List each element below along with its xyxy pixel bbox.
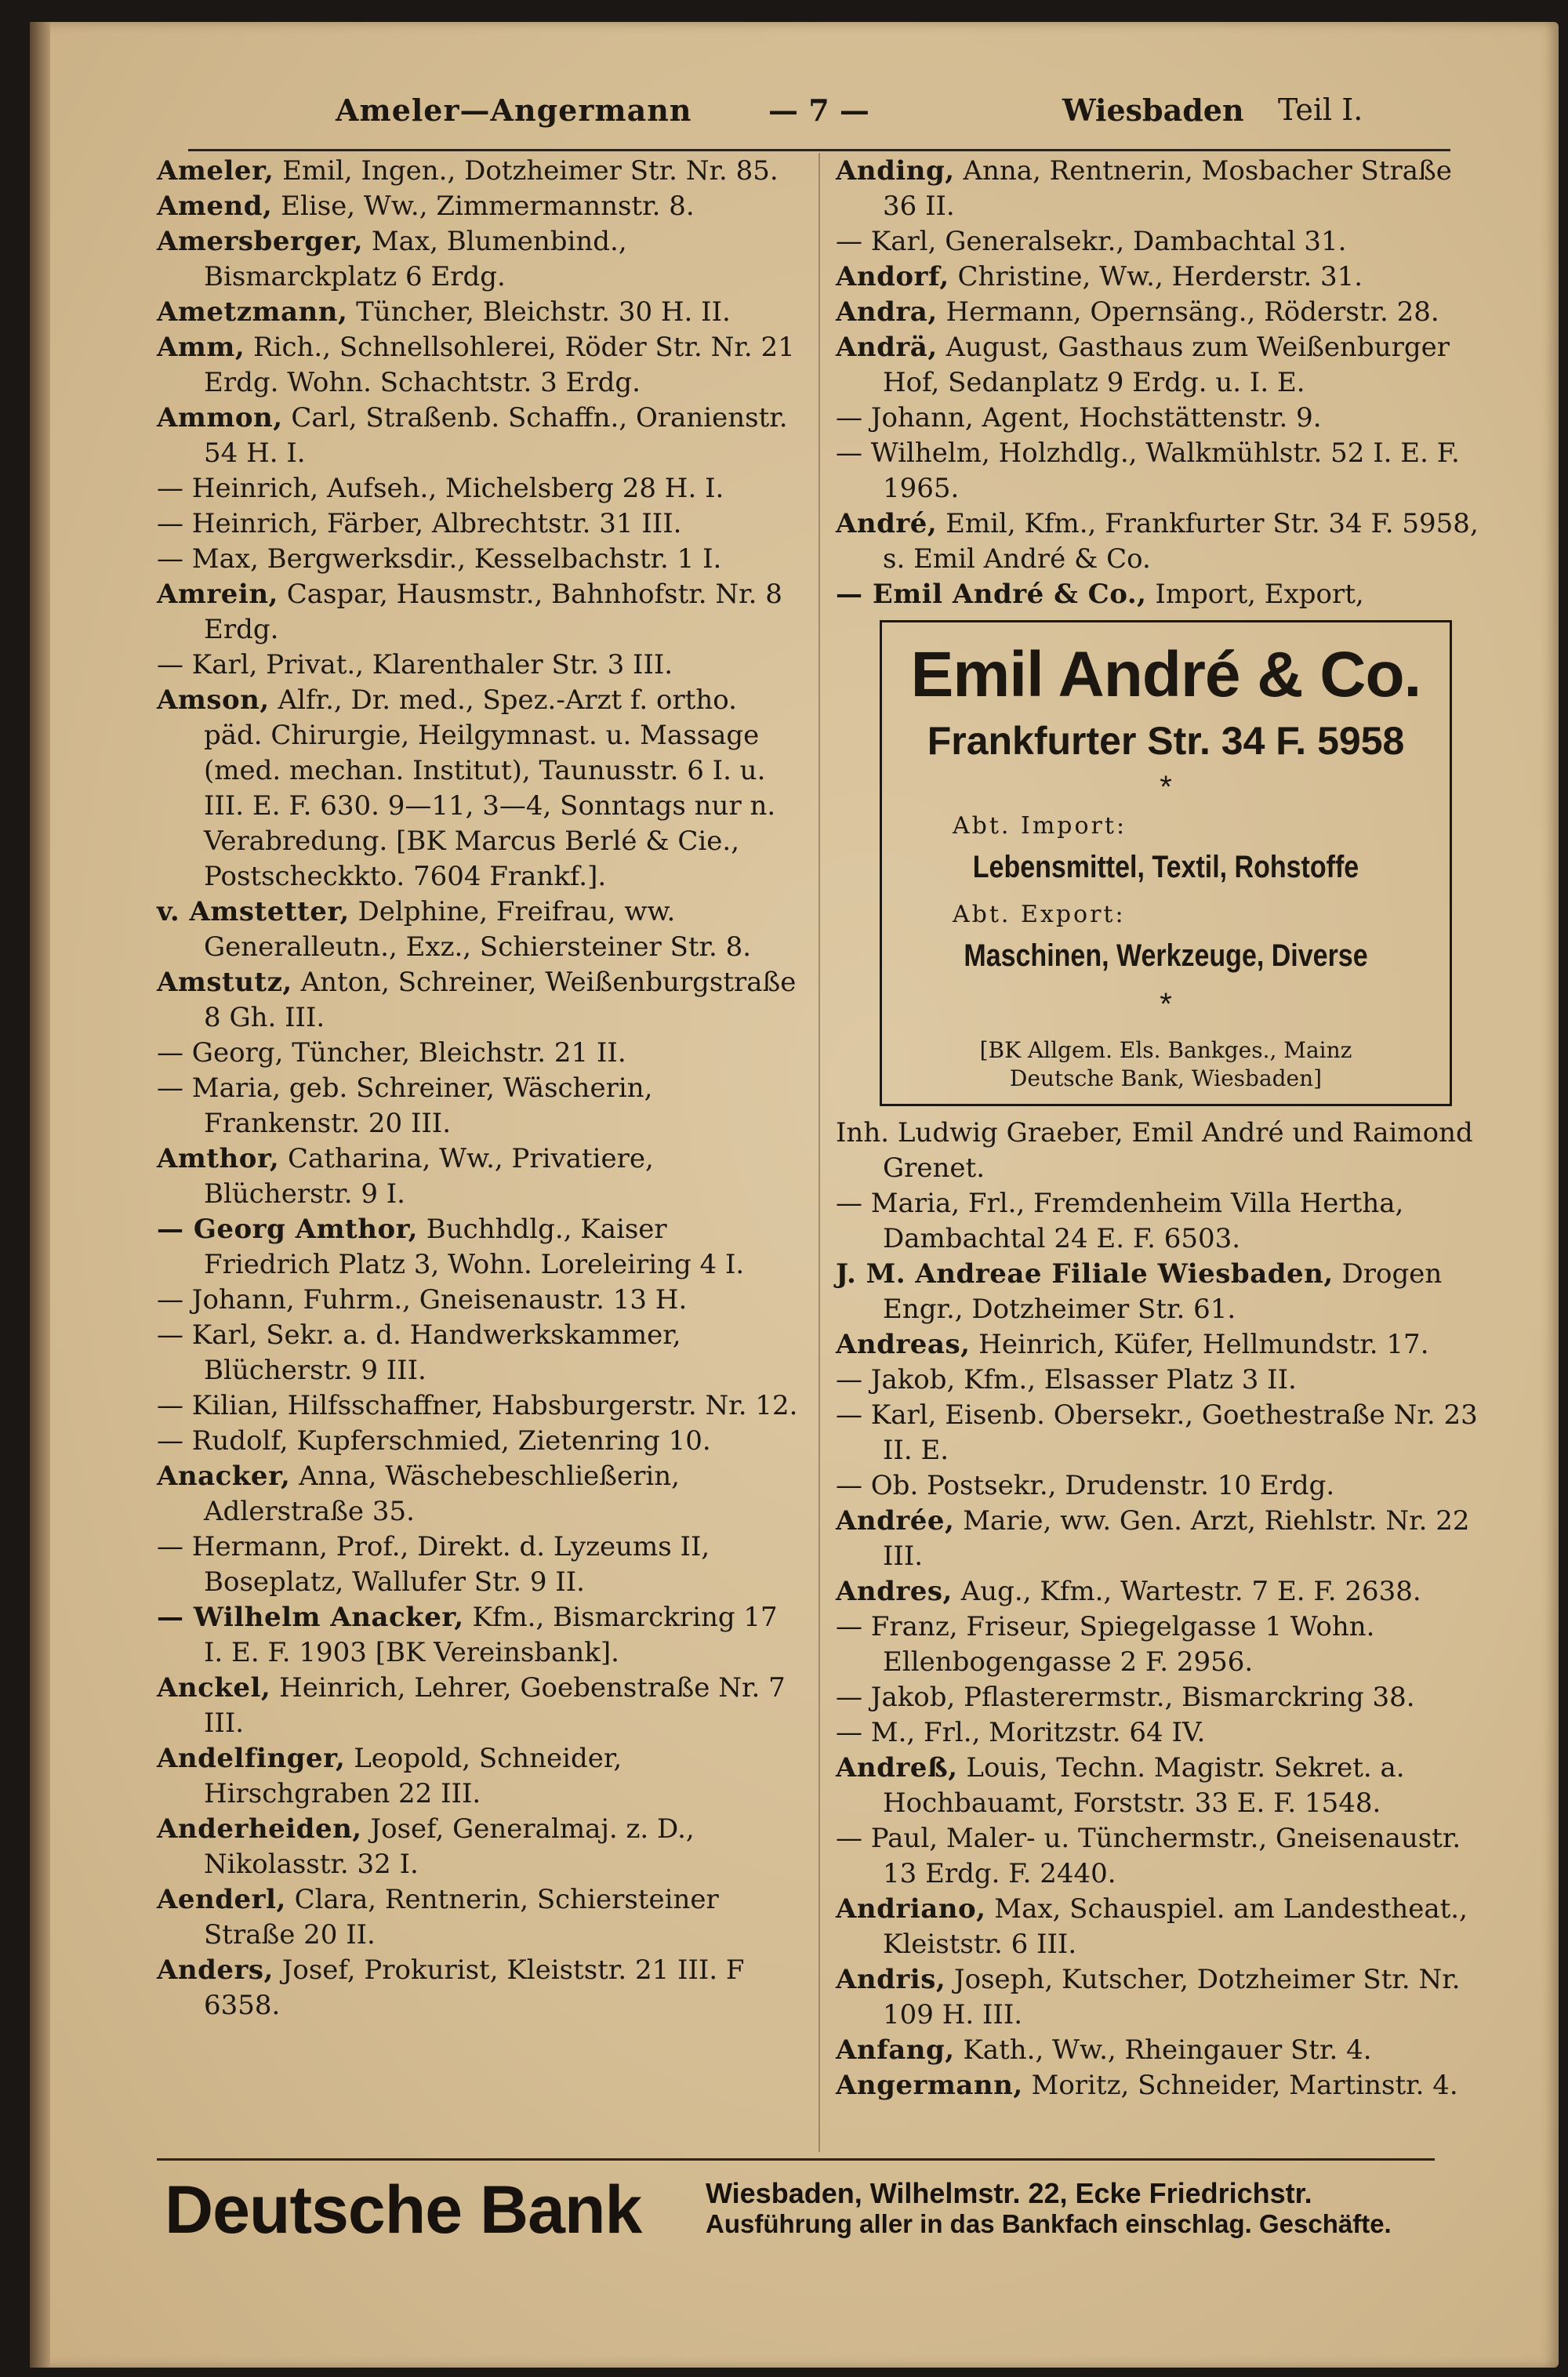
directory-entry: [157, 1600, 800, 1671]
directory-entry: [836, 1962, 1479, 2033]
header-range: Ameler—Angermann: [336, 93, 692, 128]
directory-entry: [157, 1459, 800, 1530]
entry-name: Andrée,: [836, 1505, 955, 1537]
entry-details: Hermann, Opernsäng., Röderstr. 28.: [946, 296, 1439, 328]
entry-name: Ameler,: [157, 155, 274, 187]
entry-name: Ametzmann,: [157, 296, 348, 328]
entry-name: v. Amstetter,: [157, 896, 350, 927]
directory-entry: [157, 1071, 800, 1141]
entry-details: Anna, Rentnerin, Mosbacher Straße 36 II.: [883, 155, 1452, 222]
ad-import-label: Abt. Import:: [953, 812, 1127, 840]
ad-import-goods: Lebensmittel, Textil, Rohstoffe: [972, 850, 1359, 884]
ad-export-label: Abt. Export:: [953, 901, 1126, 928]
directory-entry: [836, 1257, 1479, 1327]
directory-entry: [836, 224, 1479, 259]
entry-details: Kfm., Bismarckring 17 I. E. F. 1903 [BK Vereinsbank].: [204, 1602, 778, 1668]
entry-details: — Heinrich, Aufseh., Michelsberg 28 H. I.: [157, 473, 724, 504]
star-icon: *: [1160, 770, 1172, 804]
footer-bank-services: Ausführung aller in das Bankfach einschlag. Geschäfte.: [706, 2209, 1392, 2238]
directory-entry: [836, 1327, 1479, 1363]
directory-entry: [836, 1398, 1479, 1468]
directory-entry: [157, 471, 800, 506]
footer-bank-name: Deutsche Bank: [165, 2172, 642, 2248]
entry-name: — Emil André & Co.,: [836, 579, 1147, 610]
entry-name: Anacker,: [157, 1461, 291, 1492]
entry-name: J. M. Andreae Filiale Wiesbaden,: [836, 1258, 1334, 1290]
entry-details: Marie, ww. Gen. Arzt, Riehlstr. Nr. 22 III.: [883, 1505, 1470, 1572]
directory-entry: [836, 1186, 1479, 1257]
entry-name: Amthor,: [157, 1143, 280, 1174]
entry-details: Heinrich, Küfer, Hellmundstr. 17.: [978, 1329, 1429, 1360]
entry-name: Amend,: [157, 191, 273, 222]
directory-entry: [836, 1468, 1479, 1504]
directory-entry: [836, 577, 1479, 612]
directory-entry: [157, 1318, 800, 1388]
entry-name: Anckel,: [157, 1672, 271, 1704]
directory-entry: [836, 1504, 1479, 1574]
entry-details: Catharina, Ww., Privatiere, Blücherstr. 9 I.: [204, 1143, 654, 1210]
footer-rule: [157, 2158, 1435, 2161]
directory-entry: [157, 542, 800, 577]
ad-banks-line1: [BK Allgem. Els. Bankges., Mainz: [979, 1037, 1352, 1063]
entry-details: Louis, Techn. Magistr. Sekret. a. Hochbauamt, Forststr. 33 E. F. 1548.: [883, 1752, 1405, 1819]
entry-details: — Heinrich, Färber, Albrechtstr. 31 III.: [157, 508, 682, 539]
directory-entry: [836, 401, 1479, 436]
entry-details: Kath., Ww., Rheingauer Str. 4.: [963, 2034, 1372, 2066]
ad-title: Emil André & Co.: [910, 639, 1421, 710]
directory-entry: [157, 1812, 800, 1882]
directory-entry: [836, 1821, 1479, 1892]
entry-name: Andris,: [836, 1964, 946, 1995]
entry-details: — Paul, Maler- u. Tünchermstr., Gneisenaustr. 13 Erdg. F. 2440.: [836, 1823, 1461, 1889]
entry-details: Josef, Prokurist, Kleiststr. 21 III. F 6358.: [204, 1954, 745, 2021]
entry-details: Buchhdlg., Kaiser Friedrich Platz 3, Wohn. Loreleiring 4 I.: [204, 1214, 745, 1280]
entry-details: — Karl, Sekr. a. d. Handwerkskammer, Blücherstr. 9 III.: [157, 1319, 681, 1386]
directory-entry: [157, 648, 800, 683]
entry-name: Amrein,: [157, 579, 278, 610]
entry-details: Emil, Kfm., Frankfurter Str. 34 F. 5958, s. Emil André & Co.: [883, 508, 1479, 575]
entry-details: Carl, Straßenb. Schaffn., Oranienstr. 54 H. I.: [204, 402, 788, 469]
directory-entry: [157, 1882, 800, 1953]
directory-entry: [836, 154, 1479, 224]
entry-name: Anders,: [157, 1954, 274, 1986]
entry-name: — Georg Amthor,: [157, 1214, 418, 1245]
entry-details: — Jakob, Kfm., Elsasser Platz 3 II.: [836, 1364, 1297, 1395]
ad-address: Frankfurter Str. 34 F. 5958: [927, 719, 1405, 763]
entry-details: Emil, Ingen., Dotzheimer Str. Nr. 85.: [282, 155, 779, 187]
directory-entry: [836, 1751, 1479, 1821]
directory-entry: [157, 154, 800, 189]
ad-export-goods: Maschinen, Werkzeuge, Diverse: [964, 938, 1368, 973]
entry-name: Andorf,: [836, 261, 949, 292]
entry-details: Inh. Ludwig Graeber, Emil André und Raimond Grenet.: [836, 1117, 1473, 1184]
entry-details: — Karl, Privat., Klarenthaler Str. 3 III.: [157, 649, 673, 680]
entry-name: André,: [836, 508, 938, 539]
directory-entry: [836, 1892, 1479, 1962]
directory-entry: [836, 1363, 1479, 1398]
entry-name: Anding,: [836, 155, 955, 187]
entry-name: — Wilhelm Anacker,: [157, 1602, 464, 1633]
entry-name: Aenderl,: [157, 1884, 286, 1915]
entry-details: — Ob. Postsekr., Drudenstr. 10 Erdg.: [836, 1470, 1335, 1501]
directory-entry: [836, 1715, 1479, 1751]
directory-entry: [836, 1609, 1479, 1680]
entry-name: Anderheiden,: [157, 1813, 362, 1845]
directory-entry: [157, 506, 800, 542]
entry-details: — Georg, Tüncher, Bleichstr. 21 II.: [157, 1037, 626, 1069]
right-column-bottom: [836, 1116, 1479, 2103]
directory-entry: [157, 1212, 800, 1283]
entry-name: Angermann,: [836, 2070, 1023, 2101]
page-number: — 7 —: [768, 93, 869, 128]
directory-entry: [836, 2033, 1479, 2068]
entry-details: Tüncher, Bleichstr. 30 H. II.: [356, 296, 731, 328]
directory-entry: [157, 1424, 800, 1459]
directory-entry: [157, 1141, 800, 1212]
header-part: Teil I.: [1278, 93, 1363, 127]
entry-details: Elise, Ww., Zimmermannstr. 8.: [281, 191, 695, 222]
entry-details: Delphine, Freifrau, ww. Generalleutn., Exz., Schiersteiner Str. 8.: [204, 896, 752, 963]
entry-details: — Franz, Friseur, Spiegelgasse 1 Wohn. Ellenbogengasse 2 F. 2956.: [836, 1611, 1375, 1678]
right-column: [836, 154, 1479, 2103]
directory-entry: [836, 2068, 1479, 2103]
entry-details: Leopold, Schneider, Hirschgraben 22 III.: [204, 1743, 622, 1809]
entry-details: — Hermann, Prof., Direkt. d. Lyzeums II, Boseplatz, Wallufer Str. 9 II.: [157, 1531, 710, 1598]
entry-details: Aug., Kfm., Wartestr. 7 E. F. 2638.: [960, 1576, 1421, 1607]
page-header: [157, 93, 1450, 138]
entry-details: Christine, Ww., Herderstr. 31.: [957, 261, 1363, 292]
directory-entry: [157, 1671, 800, 1741]
directory-entry: [836, 1574, 1479, 1609]
entry-details: — M., Frl., Moritzstr. 64 IV.: [836, 1717, 1206, 1748]
entry-details: August, Gasthaus zum Weißenburger Hof, Sedanplatz 9 Erdg. u. I. E.: [883, 332, 1450, 398]
star-icon: *: [1160, 987, 1172, 1022]
directory-entry: [157, 330, 800, 401]
entry-details: Alfr., Dr. med., Spez.-Arzt f. ortho. päd. Chirurgie, Heilgymnast. u. Massage (med. mechan. Institut), Taunusstr. 6 I. u. III. E. F. 630. 9—11, 3—4, Sonntags nur n. Verabredung. [BK Marcus Berlé & Cie., Postscheckkto. 7604 Frankf.].: [204, 684, 776, 892]
entry-details: Moritz, Schneider, Martinstr. 4.: [1031, 2070, 1458, 2101]
directory-entry: [157, 189, 800, 224]
entry-details: Drogen Engr., Dotzheimer Str. 61.: [883, 1258, 1443, 1325]
entry-details: Anton, Schreiner, Weißenburgstraße 8 Gh. III.: [204, 967, 797, 1033]
header-city: Wiesbaden: [1062, 93, 1244, 128]
header-rule: [188, 149, 1450, 151]
entry-details: Rich., Schnellsohlerei, Röder Str. Nr. 21 Erdg. Wohn. Schachtstr. 3 Erdg.: [204, 332, 795, 398]
directory-entry: [836, 1680, 1479, 1715]
entry-details: Caspar, Hausmstr., Bahnhofstr. Nr. 8 Erdg.: [204, 579, 782, 645]
entry-details: — Wilhelm, Holzhdlg., Walkmühlstr. 52 I. E. F. 1965.: [836, 437, 1460, 504]
entry-details: — Karl, Eisenb. Obersekr., Goethestraße Nr. 23 II. E.: [836, 1399, 1478, 1466]
directory-entry: [157, 1036, 800, 1071]
footer-bank-address: Wiesbaden, Wilhelmstr. 22, Ecke Friedrichstr.: [706, 2177, 1312, 2209]
directory-entry: [157, 1530, 800, 1600]
entry-details: Import, Export,: [1155, 579, 1364, 610]
entry-details: Joseph, Kutscher, Dotzheimer Str. Nr. 109 H. III.: [883, 1964, 1461, 2030]
entry-details: — Johann, Agent, Hochstättenstr. 9.: [836, 402, 1322, 434]
entry-details: — Maria, geb. Schreiner, Wäscherin, Frankenstr. 20 III.: [157, 1072, 653, 1139]
directory-entry: [157, 683, 800, 895]
entry-name: Amson,: [157, 684, 270, 716]
directory-entry: [157, 1388, 800, 1424]
entry-details: Josef, Generalmaj. z. D., Nikolasstr. 32 I.: [204, 1813, 695, 1880]
directory-entry: [157, 895, 800, 965]
directory-entry: [157, 401, 800, 471]
directory-entry: [157, 965, 800, 1036]
entry-details: — Johann, Fuhrm., Gneisenaustr. 13 H.: [157, 1284, 688, 1316]
entry-name: Andra,: [836, 296, 938, 328]
entry-details: — Karl, Generalsekr., Dambachtal 31.: [836, 226, 1347, 257]
directory-entry: [836, 295, 1479, 330]
entry-name: Amersberger,: [157, 226, 364, 257]
entry-name: Amstutz,: [157, 967, 292, 998]
entry-details: Max, Blumenbind., Bismarckplatz 6 Erdg.: [204, 226, 627, 292]
column-divider: [818, 153, 820, 2152]
entry-details: — Rudolf, Kupferschmied, Zietenring 10.: [157, 1425, 711, 1457]
entry-name: Andreas,: [836, 1329, 971, 1360]
entry-details: Clara, Rentnerin, Schiersteiner Straße 20 II.: [204, 1884, 719, 1951]
right-column-top: [836, 154, 1479, 612]
directory-entry: [836, 1116, 1479, 1186]
entry-details: Max, Schauspiel. am Landestheat., Kleiststr. 6 III.: [883, 1893, 1468, 1960]
book-spine: [30, 22, 50, 2368]
entry-name: Ammon,: [157, 402, 283, 434]
advertisement-emil-andre: [880, 620, 1452, 1106]
entry-name: Andres,: [836, 1576, 953, 1607]
entry-details: — Kilian, Hilfsschaffner, Habsburgerstr. Nr. 12.: [157, 1390, 798, 1421]
entry-details: Anna, Wäschebeschließerin, Adlerstraße 35.: [204, 1461, 680, 1527]
directory-entry: [157, 1283, 800, 1318]
entry-details: — Jakob, Pflasterermstr., Bismarckring 38.: [836, 1682, 1415, 1713]
directory-entry: [157, 295, 800, 330]
left-column: [157, 154, 800, 2023]
entry-details: Heinrich, Lehrer, Goebenstraße Nr. 7 III.: [204, 1672, 786, 1739]
entry-name: Anfang,: [836, 2034, 955, 2066]
entry-name: Amm,: [157, 332, 245, 363]
directory-entry: [836, 436, 1479, 506]
entry-name: Andelfinger,: [157, 1743, 346, 1774]
entry-details: — Max, Bergwerksdir., Kesselbachstr. 1 I.: [157, 543, 722, 575]
entry-name: Andrä,: [836, 332, 938, 363]
directory-entry: [157, 1741, 800, 1812]
ad-banks-line2: Deutsche Bank, Wiesbaden]: [1009, 1065, 1323, 1091]
directory-entry: [157, 224, 800, 295]
entry-details: — Maria, Frl., Fremdenheim Villa Hertha, Dambachtal 24 E. F. 6503.: [836, 1188, 1404, 1254]
directory-entry: [157, 577, 800, 648]
directory-entry: [157, 1953, 800, 2023]
directory-entry: [836, 330, 1479, 401]
entry-name: Andriano,: [836, 1893, 986, 1925]
directory-entry: [836, 259, 1479, 295]
directory-entry: [836, 506, 1479, 577]
entry-name: Andreß,: [836, 1752, 958, 1784]
